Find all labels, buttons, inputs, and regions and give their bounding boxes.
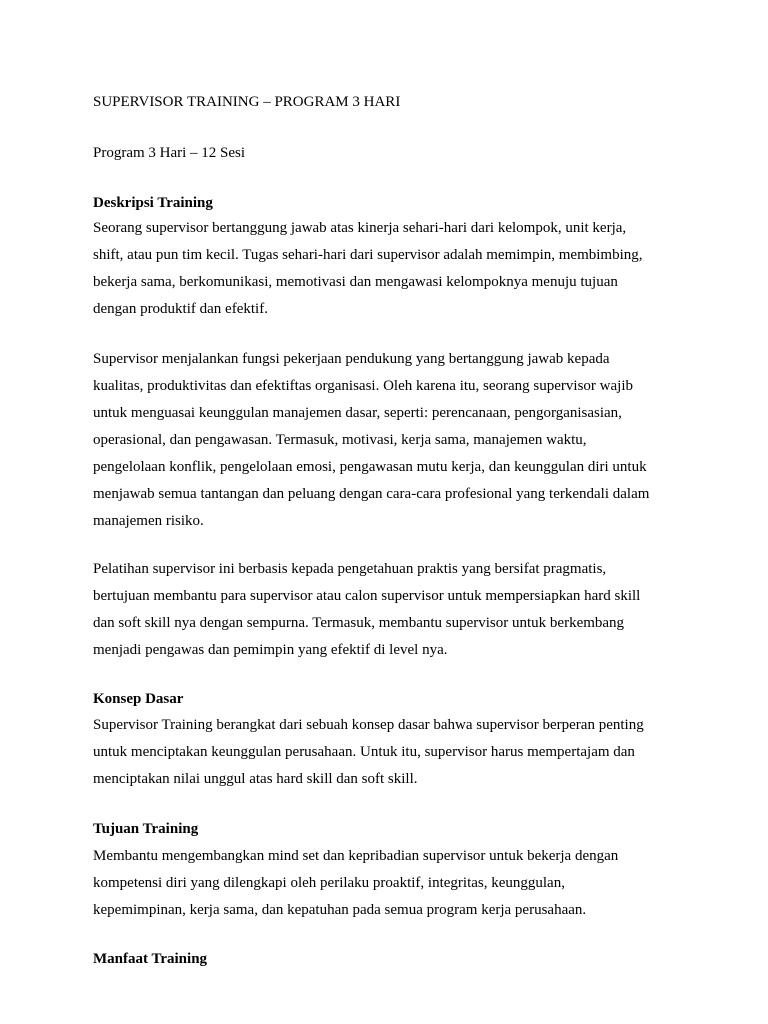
paragraph-deskripsi-1 — [93, 219, 683, 327]
text-line: shift, atau pun tim kecil. Tugas sehari-hari dari supervisor adalah memimpin, membimbing, — [93, 247, 643, 263]
text-line: Seorang supervisor bertanggung jawab atas kinerja sehari-hari dari kelompok, unit kerja, — [93, 220, 627, 236]
section-heading-tujuan-training: Tujuan Training — [93, 821, 199, 837]
text-line: Pelatihan supervisor ini berbasis kepada pengetahuan praktis yang bersifat pragmatis, — [93, 561, 607, 577]
document-subtitle: Program 3 Hari – 12 Sesi — [93, 145, 246, 161]
text-line: bekerja sama, berkomunikasi, memotivasi dan mengawasi kelompoknya menuju tujuan — [93, 274, 618, 290]
text-line: Membantu mengembangkan mind set dan kepribadian supervisor untuk bekerja dengan — [93, 848, 619, 864]
section-heading-deskripsi-training: Deskripsi Training — [93, 195, 213, 211]
text-line: kualitas, produktivitas dan efektiftas organisasi. Oleh karena itu, seorang supervisor wajib — [93, 378, 633, 394]
text-line: manajemen risiko. — [93, 513, 204, 529]
text-line: menjadi pengawas dan pemimpin yang efektif di level nya. — [93, 642, 448, 658]
text-line: menciptakan nilai unggul atas hard skill dan soft skill. — [93, 771, 418, 787]
text-line: kepemimpinan, kerja sama, dan kepatuhan pada semua program kerja perusahaan. — [93, 902, 587, 918]
text-line: dan soft skill nya dengan sempurna. Termasuk, membantu supervisor untuk berkembang — [93, 615, 625, 631]
section-heading-manfaat-training: Manfaat Training — [93, 951, 208, 967]
paragraph-deskripsi-3 — [93, 560, 683, 668]
text-line: dengan produktif dan efektif. — [93, 301, 268, 317]
text-line: pengelolaan konflik, pengelolaan emosi, pengawasan mutu kerja, dan keunggulan diri untuk — [93, 459, 647, 475]
text-line: Supervisor menjalankan fungsi pekerjaan pendukung yang bertanggung jawab kepada — [93, 351, 610, 367]
paragraph-konsep-dasar — [93, 716, 683, 797]
text-line: untuk menciptakan keunggulan perusahaan. Untuk itu, supervisor harus mempertajam dan — [93, 744, 635, 760]
paragraph-tujuan-training — [93, 847, 683, 928]
text-line: bertujuan membantu para supervisor atau calon supervisor untuk mempersiapkan hard skill — [93, 588, 641, 604]
document-title: SUPERVISOR TRAINING – PROGRAM 3 HARI — [93, 94, 401, 110]
paragraph-deskripsi-2 — [93, 350, 683, 539]
section-heading-konsep-dasar: Konsep Dasar — [93, 691, 184, 707]
text-line: operasional, dan pengawasan. Termasuk, motivasi, kerja sama, manajemen waktu, — [93, 432, 587, 448]
text-line: menjawab semua tantangan dan peluang dengan cara-cara profesional yang terkendali dalam — [93, 486, 650, 502]
text-line: kompetensi diri yang dilengkapi oleh perilaku proaktif, integritas, keunggulan, — [93, 875, 565, 891]
text-line: untuk menguasai keunggulan manajemen dasar, seperti: perencanaan, pengorganisasian, — [93, 405, 622, 421]
text-line: Supervisor Training berangkat dari sebuah konsep dasar bahwa supervisor berperan penting — [93, 717, 644, 733]
